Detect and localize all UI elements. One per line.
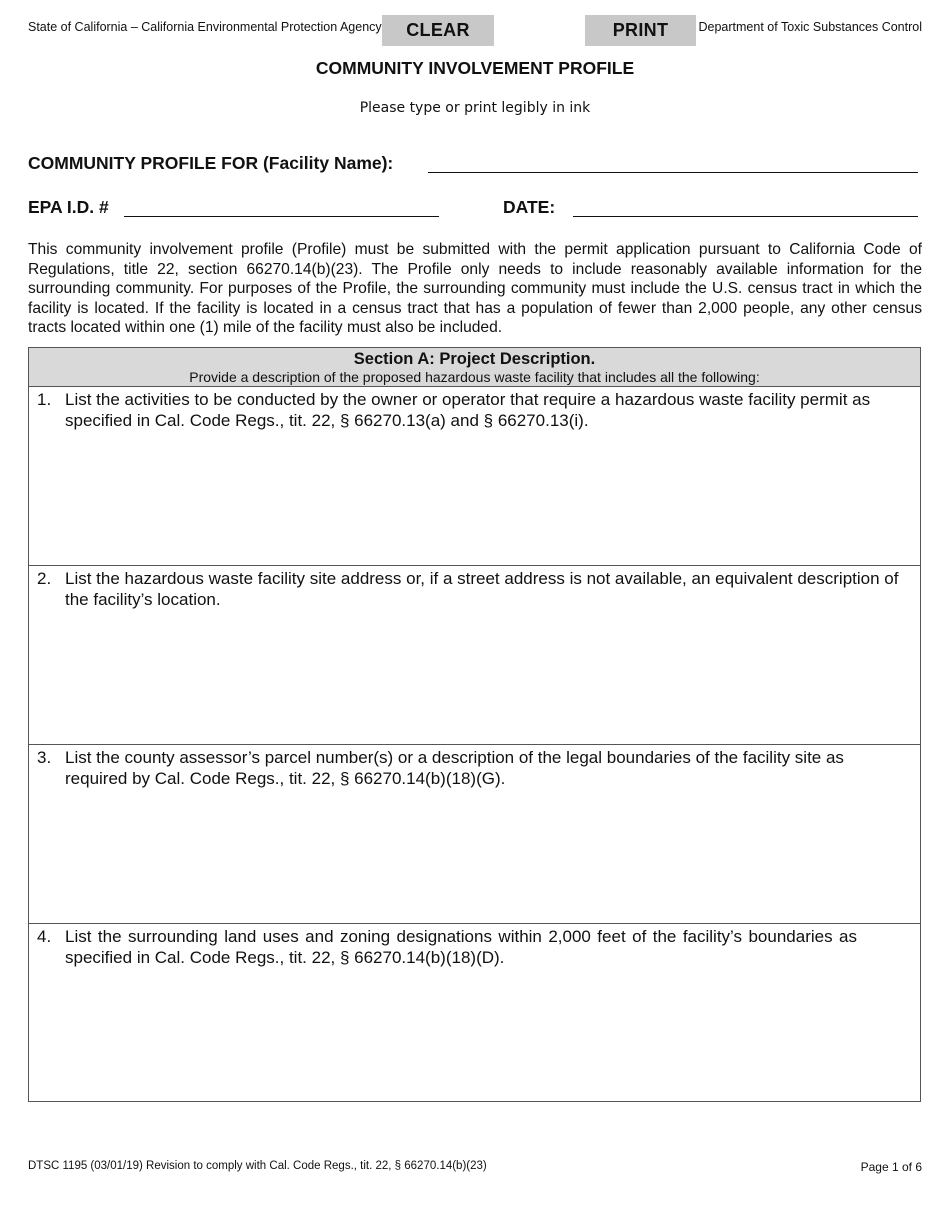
print-button[interactable]: PRINT bbox=[585, 15, 696, 46]
section-a-title: Section A: Project Description. bbox=[353, 350, 596, 368]
item-prompt: List the surrounding land uses and zoning designations within 2,000 feet of the facility’s boundaries as specified in Cal. Code Regs., tit. 22, § 66270.14(b)(18)(D). bbox=[65, 927, 857, 967]
item-prompt: List the county assessor’s parcel number(s) or a description of the legal boundaries of the facility site as required by Cal. Code Regs., tit. 22, § 66270.14(b)(18)(G). bbox=[65, 748, 844, 788]
item-number: 1. bbox=[37, 390, 52, 409]
section-a-subtitle: Provide a description of the proposed hazardous waste facility that includes all the following: bbox=[189, 369, 760, 385]
form-subtitle: Please type or print legibly in ink bbox=[359, 100, 591, 116]
section-a-table bbox=[28, 347, 921, 1102]
item-prompt: List the activities to be conducted by the owner or operator that require a hazardous waste facility permit as specified in Cal. Code Regs., tit. 22, § 66270.13(a) and § 66270.13(i). bbox=[65, 390, 871, 430]
epa-id-underline bbox=[124, 216, 439, 217]
item-2-response[interactable] bbox=[37, 616, 912, 738]
agency-label: State of California – California Environmental Protection Agency bbox=[28, 20, 382, 34]
item-number: 4. bbox=[37, 927, 52, 946]
facility-name-label: COMMUNITY PROFILE FOR (Facility Name): bbox=[28, 153, 394, 173]
section-a-header bbox=[29, 348, 920, 387]
section-a-item-3 bbox=[29, 745, 920, 924]
item-number: 2. bbox=[37, 569, 52, 588]
item-4-response[interactable] bbox=[37, 974, 912, 1093]
item-1-response[interactable] bbox=[37, 437, 912, 559]
intro-paragraph: This community involvement profile (Profile) must be submitted with the permit application pursuant to California Code of Regulations, title 22, section 66270.14(b)(23). The Profile only needs to include reasonably available information for the surrounding community. For purposes of the Profile, the surrounding community must include the U.S. census tract in which the facility is located. If the facility is located in a census tract that has a population of fewer than 2,000 people, any other census tracts located within one (1) mile of the facility must also be included. bbox=[28, 241, 922, 337]
item-prompt: List the hazardous waste facility site address or, if a street address is not available, an equivalent description of the facility’s location. bbox=[65, 569, 899, 609]
form-title: COMMUNITY INVOLVEMENT PROFILE bbox=[315, 58, 635, 78]
facility-name-underline bbox=[428, 172, 918, 173]
date-input[interactable] bbox=[575, 194, 920, 216]
section-a-item-2 bbox=[29, 566, 920, 745]
epa-id-label: EPA I.D. # bbox=[28, 197, 109, 217]
section-a-item-1 bbox=[29, 387, 920, 566]
facility-name-input[interactable] bbox=[430, 150, 920, 172]
epa-id-input[interactable] bbox=[126, 194, 441, 216]
form-id-footer: DTSC 1195 (03/01/19) Revision to comply with Cal. Code Regs., tit. 22, § 66270.14(b)(23) bbox=[28, 1160, 487, 1172]
department-label: Department of Toxic Substances Control bbox=[698, 20, 922, 34]
date-label: DATE: bbox=[503, 197, 556, 217]
date-underline bbox=[573, 216, 918, 217]
item-3-response[interactable] bbox=[37, 795, 912, 917]
section-a-item-4 bbox=[29, 924, 920, 1099]
item-number: 3. bbox=[37, 748, 52, 767]
page-number: Page 1 of 6 bbox=[860, 1160, 922, 1174]
clear-button[interactable]: CLEAR bbox=[382, 15, 494, 46]
